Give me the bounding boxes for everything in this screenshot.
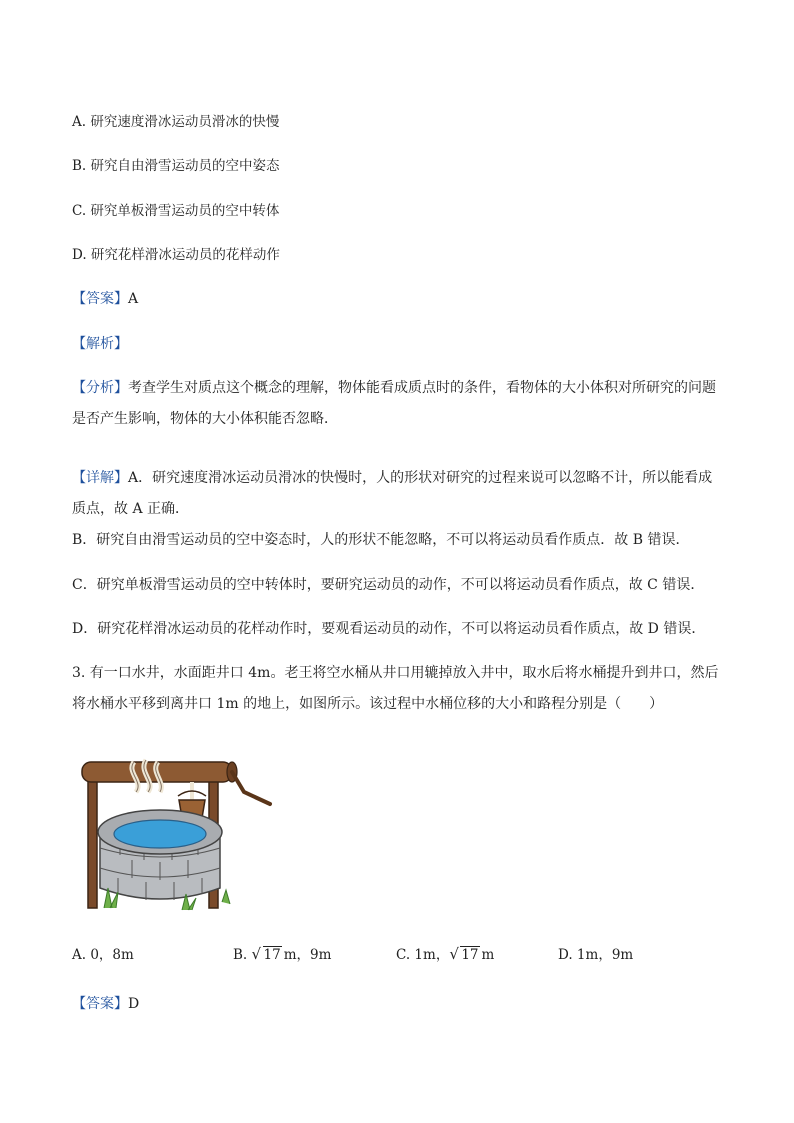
radicand-c: 17 [461, 947, 479, 963]
detail-paragraph [72, 463, 722, 525]
q3-option-b [233, 945, 331, 965]
answer-line-q2 [72, 289, 138, 309]
fenxi-tag: 【分析】 [72, 380, 128, 396]
option-c: C. 研究单板滑雪运动员的空中转体 [72, 203, 280, 219]
q3-option-d: D. 1m，9m [558, 947, 634, 963]
well-illustration [74, 752, 274, 914]
detail-d: D．研究花样滑冰运动员的花样动作时，要观看运动员的动作，不可以将运动员看作质点，故 D 错误． [72, 621, 706, 637]
detail-b: B．研究自由滑雪运动员的空中姿态时，人的形状不能忽略，不可以将运动员看作质点．故 B 错误． [72, 532, 690, 548]
q3-option-c [396, 945, 494, 965]
detail-c: C．研究单板滑雪运动员的空中转体时，要研究运动员的动作，不可以将运动员看作质点，故 C 错误． [72, 577, 705, 593]
sqrt-17-b [252, 945, 282, 965]
q3-option-b-suffix: m，9m [283, 947, 332, 963]
answer-value: A [128, 291, 139, 307]
fenxi-text: 考查学生对质点这个概念的理解，物体能看成质点时的条件，看物体的大小体积对所研究的问题是否产生影响，物体的大小体积能否忽略． [72, 380, 716, 427]
analysis-tag: 【解析】 [72, 336, 128, 352]
radicand-b: 17 [263, 947, 281, 963]
option-a: A. 研究速度滑冰运动员滑冰的快慢 [72, 114, 280, 130]
q3-option-b-prefix: B. [233, 947, 248, 963]
option-b: B. 研究自由滑雪运动员的空中姿态 [72, 158, 280, 174]
q3-option-c-prefix: C. 1m， [396, 947, 450, 963]
sqrt-icon: √ [251, 945, 262, 963]
answer-tag-q3: 【答案】 [72, 996, 128, 1012]
answer-tag: 【答案】 [72, 291, 128, 307]
sqrt-17-c [449, 945, 479, 965]
q3-option-a: A. 0，8m [72, 947, 134, 963]
xiangjie-tag: 【详解】 [72, 470, 128, 486]
question-3: 3. 有一口水井，水面距井口 4m。老王将空水桶从井口用辘掉放入井中，取水后将水桶提升到井口，然后将水桶水平移到离井口 1m 的地上，如图所示。该过程中水桶位移的大小和路程分别是（ ） [72, 665, 719, 712]
option-d: D. 研究花样滑冰运动员的花样动作 [72, 247, 280, 263]
answer-value-q3: D [128, 996, 140, 1012]
q3-option-c-suffix: m [481, 947, 495, 963]
answer-line-q3 [72, 994, 139, 1014]
analysis-paragraph [72, 373, 722, 435]
sqrt-icon: √ [449, 945, 459, 963]
xiangjie-text: A．研究速度滑冰运动员滑冰的快慢时，人的形状对研究的过程来说可以忽略不计，所以能看成质点，故 A 正确． [72, 470, 713, 517]
